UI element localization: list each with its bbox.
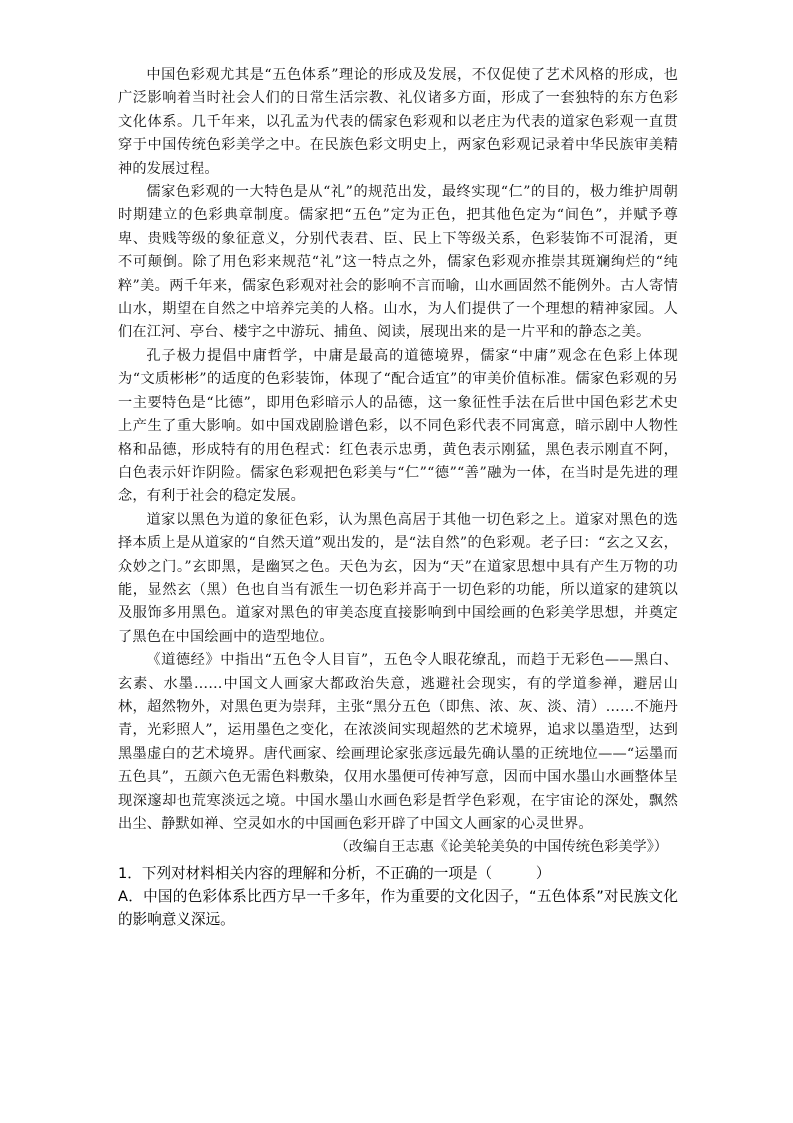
article-paragraph: 儒家色彩观的一大特色是从“礼”的规范出发，最终实现“仁”的目的，极力维护周朝时期建立的色彩典章制度。儒家把“五色”定为正色，把其他色定为“间色”，并赋予尊卑、贵贱等级的象征意义，分别代表君、臣、民上下等级关系，色彩装饰不可混淆，更不可颠倒。除了用色彩来规范“礼”这一特点之外，儒家色彩观亦推崇其斑斓绚烂的“纯粹”美。两千年来，儒家色彩观对社会的影响不言而喻，山水画固然不能例外。古人寄情山水，期望在自然之中培养完美的人格。山水，为人们提供了一个理想的精神家园。人们在江河、亭台、楼宇之中游玩、捕鱼、阅读，展现出来的是一片平和的静态之美。 <box>118 184 678 341</box>
article-paragraph: 《道德经》中指出“五色令人目盲”，五色令人眼花缭乱，而趋于无彩色——黑白、玄素、水墨……中国文人画家大都政治失意，逃避社会现实，有的学道参禅，避居山林，超然物外，对黑色更为崇拜，主张“黑分五色（即焦、浓、灰、淡、清）……不施丹青，光彩照人”，运用墨色之变化，在浓淡间实现超然的艺术境界，追求以墨造型，达到黑墨虚白的艺术境界。唐代画家、绘画理论家张彦远最先确认墨的正统地位——“运墨而五色具”，五颜六色无需色料敷染，仅用水墨便可传神写意，因而中国水墨山水画整体呈现深邃却也荒寒淡远之境。中国水墨山水画色彩是哲学色彩观，在宇宙论的深处，飘然出尘、静默如禅、空灵如水的中国画色彩开辟了中国文人画家的心灵世界。 <box>118 652 678 832</box>
article-paragraph: 孔子极力提倡中庸哲学，中庸是最高的道德境界，儒家“中庸”观念在色彩上体现为“文质彬彬”的适度的色彩装饰，体现了“配合适宜”的审美价值标准。儒家色彩观的另一主要特色是“比德”，即用色彩暗示人的品德，这一象征性手法在后世中国色彩艺术史上产生了重大影响。如中国戏剧脸谱色彩，以不同色彩代表不同寓意，暗示剧中人物性格和品德，形成特有的用色程式：红色表示忠勇，黄色表示刚猛，黑色表示刚直不阿，白色表示奸诈阴险。儒家色彩观把色彩美与“仁”“德”“善”融为一体，在当时是先进的理念，有利于社会的稳定发展。 <box>118 347 678 505</box>
document-page <box>118 64 678 931</box>
article-paragraph: 中国色彩观尤其是“五色体系”理论的形成及发展，不仅促使了艺术风格的形成，也广泛影响着当时社会人们的日常生活宗教、礼仪诸多方面，形成了一套独特的东方色彩文化体系。几千年来，以孔孟为代表的儒家色彩观和以老庄为代表的道家色彩观一直贯穿于中国传统色彩美学之中。在民族色彩文明史上，两家色彩观记录着中华民族审美精神的发展过程。 <box>118 67 678 177</box>
article-source: （改编自王志惠《论美轮美奂的中国传统色彩美学》） <box>334 839 668 856</box>
question-stem: 1．下列对材料相关内容的理解和分析，不正确的一项是（ ） <box>118 864 551 882</box>
question-option-a[interactable]: A．中国的色彩体系比西方早一千多年，作为重要的文化因子，“五色体系”对民族文化的影响意义深远。 <box>118 887 678 928</box>
article-paragraph: 道家以黑色为道的象征色彩，认为黑色高居于其他一切色彩之上。道家对黑色的选择本质上是从道家的“自然天道”观出发的，是“法自然”的色彩观。老子曰：“玄之又玄，众妙之门。”玄即黑，是幽冥之色。天色为玄，因为“天”在道家思想中具有产生万物的功能，显然玄（黑）色也自当有派生一切色彩并高于一切色彩的功能，所以道家的建筑以及服饰多用黑色。道家对黑色的审美态度直接影响到中国绘画的色彩美学思想，并奠定了黑色在中国绘画中的造型地位。 <box>118 511 678 645</box>
article-body <box>118 64 678 860</box>
question-block <box>118 862 678 931</box>
